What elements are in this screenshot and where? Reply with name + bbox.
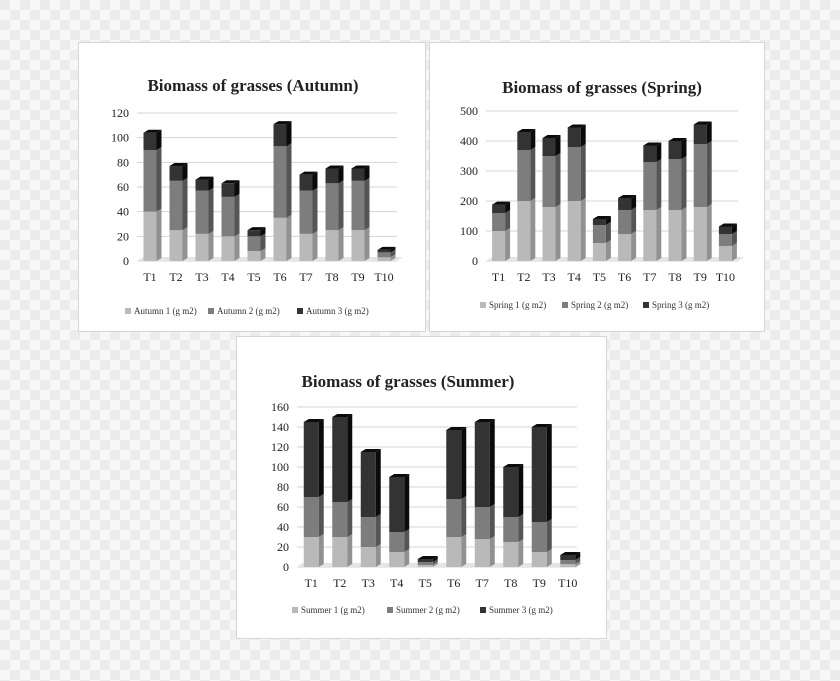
summer-legend-swatch-1	[292, 607, 298, 613]
spring-bar-t3-series-1	[543, 207, 556, 261]
spring-bar-side-t7-series-1	[656, 207, 661, 261]
autumn-legend-label-2: Autumn 2 (g m2)	[217, 306, 280, 316]
autumn-legend-swatch-2	[208, 308, 214, 314]
autumn-legend-label-3: Autumn 3 (g m2)	[306, 306, 369, 316]
autumn-bar-side-t1-series-2	[157, 147, 162, 212]
summer-bar-side-t7-series-1	[490, 536, 495, 567]
summer-legend-label-2: Summer 2 (g m2)	[396, 605, 460, 615]
summer-bar-t2-series-1	[332, 537, 347, 567]
spring-bar-t10-series-1	[719, 246, 732, 261]
spring-bar-side-t7-series-3	[656, 143, 661, 163]
autumn-bar-t8-series-3	[326, 169, 339, 184]
autumn-bar-t10-series-1	[378, 257, 391, 261]
spring-bar-side-t8-series-2	[682, 156, 687, 210]
summer-xtick-label: T4	[390, 576, 404, 590]
summer-bar-side-t4-series-2	[404, 529, 409, 552]
autumn-bar-side-t1-series-1	[157, 209, 162, 261]
autumn-legend-swatch-1	[125, 308, 131, 314]
spring-bar-t8-series-3	[669, 141, 682, 159]
autumn-bar-t4-series-1	[222, 236, 235, 261]
autumn-bar-side-t2-series-1	[183, 227, 188, 261]
spring-bar-t1-series-1	[492, 231, 505, 261]
spring-xtick-label: T2	[517, 270, 531, 284]
spring-bar-side-t1-series-2	[505, 210, 510, 231]
summer-chart	[237, 337, 608, 640]
spring-bar-side-t9-series-1	[707, 204, 712, 261]
autumn-chart	[79, 43, 427, 333]
autumn-bar-t7-series-3	[300, 175, 313, 191]
autumn-bar-t1-series-1	[144, 212, 157, 261]
spring-legend-swatch-1	[480, 302, 486, 308]
spring-bar-t2-series-3	[517, 132, 530, 150]
autumn-bar-t6-series-3	[274, 124, 287, 146]
spring-bar-side-t2-series-3	[530, 129, 535, 150]
autumn-bar-side-t8-series-3	[339, 166, 344, 184]
spring-bar-t1-series-3	[492, 205, 505, 213]
summer-bar-side-t6-series-2	[461, 496, 466, 537]
autumn-bar-side-t3-series-1	[209, 231, 214, 261]
spring-ytick-label: 200	[460, 194, 478, 208]
spring-bar-t9-series-2	[694, 144, 707, 207]
summer-bar-side-t7-series-3	[490, 419, 495, 507]
summer-xtick-label: T2	[333, 576, 347, 590]
spring-bar-t3-series-3	[543, 138, 556, 156]
spring-legend-swatch-2	[562, 302, 568, 308]
autumn-bar-t2-series-2	[170, 181, 183, 230]
spring-legend-label-2: Spring 2 (g m2)	[571, 300, 629, 310]
summer-bar-t10-series-1	[560, 564, 575, 567]
summer-bar-t1-series-2	[304, 497, 319, 537]
summer-xtick-label: T6	[447, 576, 461, 590]
autumn-ytick-label: 20	[117, 229, 129, 244]
summer-legend-label-3: Summer 3 (g m2)	[489, 605, 553, 615]
autumn-bar-t8-series-1	[326, 230, 339, 261]
autumn-xtick-label: T1	[143, 270, 157, 284]
summer-bar-side-t9-series-3	[547, 424, 552, 522]
spring-bar-side-t3-series-2	[556, 153, 561, 207]
spring-bar-side-t3-series-3	[556, 135, 561, 156]
summer-bar-t1-series-1	[304, 537, 319, 567]
summer-bar-t3-series-1	[361, 547, 376, 567]
spring-bar-t3-series-2	[543, 156, 556, 207]
summer-ytick-label: 120	[271, 440, 289, 454]
autumn-chart-panel	[78, 42, 426, 332]
spring-legend-label-1: Spring 1 (g m2)	[489, 300, 547, 310]
spring-bar-side-t8-series-3	[682, 138, 687, 159]
autumn-bar-t3-series-3	[196, 180, 209, 191]
spring-bar-t8-series-2	[669, 159, 682, 210]
autumn-bar-side-t7-series-3	[313, 172, 318, 191]
summer-ytick-label: 80	[277, 480, 289, 494]
summer-bar-side-t3-series-3	[376, 449, 381, 517]
summer-bar-t3-series-3	[361, 452, 376, 517]
summer-bar-t9-series-2	[532, 522, 547, 552]
autumn-xtick-label: T10	[374, 270, 394, 284]
autumn-bar-t2-series-3	[170, 166, 183, 181]
spring-xtick-label: T4	[567, 270, 581, 284]
spring-bar-side-t7-series-2	[656, 159, 661, 210]
summer-xtick-label: T8	[504, 576, 518, 590]
autumn-bar-t6-series-1	[274, 218, 287, 261]
summer-bar-t4-series-3	[389, 477, 404, 532]
summer-bar-side-t6-series-1	[461, 534, 466, 567]
autumn-bar-t9-series-1	[352, 230, 365, 261]
summer-bar-t1-series-3	[304, 422, 319, 497]
autumn-legend-label-1: Autumn 1 (g m2)	[134, 306, 197, 316]
spring-bar-t6-series-2	[618, 210, 631, 234]
summer-ytick-label: 160	[271, 400, 289, 414]
autumn-bar-t7-series-1	[300, 234, 313, 261]
summer-bar-side-t4-series-3	[404, 474, 409, 532]
autumn-xtick-label: T8	[325, 270, 339, 284]
summer-ytick-label: 0	[283, 560, 289, 574]
summer-bar-side-t2-series-2	[347, 499, 352, 537]
summer-bar-t6-series-2	[446, 499, 461, 537]
spring-bar-t7-series-2	[643, 162, 656, 210]
autumn-ytick-label: 80	[117, 155, 129, 170]
spring-ytick-label: 100	[460, 224, 478, 238]
summer-bar-t4-series-1	[389, 552, 404, 567]
summer-xtick-label: T5	[418, 576, 432, 590]
autumn-bar-t5-series-1	[248, 251, 261, 261]
autumn-bar-side-t7-series-1	[313, 231, 318, 261]
summer-bar-side-t1-series-1	[319, 534, 324, 567]
summer-legend-label-1: Summer 1 (g m2)	[301, 605, 365, 615]
spring-bar-t5-series-1	[593, 243, 606, 261]
summer-bar-t2-series-2	[332, 502, 347, 537]
autumn-bar-side-t3-series-2	[209, 188, 214, 234]
summer-bar-t10-series-2	[560, 560, 575, 564]
summer-bar-t4-series-2	[389, 532, 404, 552]
spring-ytick-label: 0	[472, 254, 478, 268]
spring-bar-t10-series-2	[719, 234, 732, 246]
summer-bar-t10-series-3	[560, 555, 575, 560]
autumn-bar-t10-series-3	[378, 250, 391, 252]
spring-ytick-label: 400	[460, 134, 478, 148]
autumn-bar-side-t2-series-2	[183, 178, 188, 230]
autumn-ytick-label: 120	[111, 106, 129, 120]
spring-bar-t9-series-3	[694, 125, 707, 145]
spring-bar-t7-series-3	[643, 146, 656, 163]
summer-chart-title: Biomass of grasses (Summer)	[301, 372, 515, 391]
summer-bar-side-t2-series-3	[347, 414, 352, 502]
summer-ytick-label: 20	[277, 540, 289, 554]
spring-bar-side-t4-series-1	[581, 198, 586, 261]
autumn-xtick-label: T3	[195, 270, 209, 284]
summer-bar-t6-series-3	[446, 430, 461, 499]
summer-bar-t5-series-2	[418, 562, 433, 565]
autumn-bar-t5-series-2	[248, 236, 261, 251]
summer-bar-t8-series-1	[503, 542, 518, 567]
spring-bar-side-t4-series-2	[581, 144, 586, 201]
spring-bar-side-t10-series-1	[732, 243, 737, 261]
autumn-bar-t2-series-1	[170, 230, 183, 261]
autumn-xtick-label: T4	[221, 270, 235, 284]
spring-bar-t1-series-2	[492, 213, 505, 231]
spring-chart-title: Biomass of grasses (Spring)	[502, 78, 702, 97]
autumn-legend-swatch-3	[297, 308, 303, 314]
spring-bar-side-t2-series-1	[530, 198, 535, 261]
spring-xtick-label: T6	[617, 270, 632, 284]
spring-bar-t6-series-1	[618, 234, 631, 261]
summer-bar-t7-series-2	[475, 507, 490, 539]
spring-bar-t7-series-1	[643, 210, 656, 261]
summer-bar-t7-series-3	[475, 422, 490, 507]
autumn-xtick-label: T6	[273, 270, 287, 284]
autumn-bar-t9-series-2	[352, 181, 365, 230]
spring-ytick-label: 500	[460, 104, 478, 118]
spring-bar-t4-series-3	[568, 128, 581, 148]
summer-bar-t8-series-3	[503, 467, 518, 517]
spring-bar-t5-series-3	[593, 219, 606, 225]
spring-bar-t4-series-2	[568, 147, 581, 201]
summer-bar-side-t8-series-2	[518, 514, 523, 542]
autumn-bar-t3-series-2	[196, 191, 209, 234]
spring-bar-t6-series-3	[618, 198, 631, 210]
spring-xtick-label: T3	[542, 270, 556, 284]
autumn-bar-t8-series-2	[326, 183, 339, 230]
autumn-bar-side-t6-series-3	[287, 121, 292, 146]
autumn-bar-side-t4-series-1	[235, 233, 240, 261]
autumn-bar-t10-series-2	[378, 252, 391, 257]
summer-bar-side-t9-series-1	[547, 549, 552, 567]
autumn-bar-side-t5-series-2	[261, 233, 266, 251]
autumn-xtick-label: T2	[169, 270, 183, 284]
spring-bar-side-t4-series-3	[581, 125, 586, 148]
summer-bar-side-t3-series-1	[376, 544, 381, 567]
summer-bar-t7-series-1	[475, 539, 490, 567]
autumn-ytick-label: 60	[117, 180, 129, 194]
summer-bar-t9-series-1	[532, 552, 547, 567]
autumn-bar-side-t4-series-2	[235, 194, 240, 236]
spring-xtick-label: T8	[668, 270, 682, 284]
spring-xtick-label: T7	[643, 270, 657, 284]
spring-bar-t5-series-2	[593, 225, 606, 243]
summer-bar-side-t6-series-3	[461, 427, 466, 499]
autumn-ytick-label: 0	[123, 254, 129, 268]
summer-ytick-label: 140	[271, 420, 289, 434]
summer-bar-side-t4-series-1	[404, 549, 409, 567]
spring-xtick-label: T5	[592, 270, 607, 284]
spring-xtick-label: T1	[491, 270, 506, 284]
spring-legend-label-3: Spring 3 (g m2)	[652, 300, 710, 310]
spring-xtick-label: T9	[693, 270, 707, 284]
autumn-bar-t9-series-3	[352, 169, 365, 181]
autumn-xtick-label: T9	[351, 270, 365, 284]
spring-bar-side-t6-series-1	[631, 231, 636, 261]
summer-bar-t6-series-1	[446, 537, 461, 567]
spring-bar-side-t1-series-1	[505, 228, 510, 261]
spring-bar-t9-series-1	[694, 207, 707, 261]
autumn-bar-t5-series-3	[248, 230, 261, 236]
spring-bar-side-t9-series-2	[707, 141, 712, 207]
spring-xtick-label: T10	[715, 270, 736, 284]
summer-xtick-label: T7	[475, 576, 489, 590]
summer-bar-side-t1-series-3	[319, 419, 324, 497]
autumn-bar-t1-series-3	[144, 133, 157, 150]
summer-bar-t9-series-3	[532, 427, 547, 522]
autumn-ytick-label: 100	[111, 130, 129, 145]
summer-bar-side-t8-series-3	[518, 464, 523, 517]
autumn-xtick-label: T7	[299, 270, 313, 284]
summer-bar-t5-series-1	[418, 565, 433, 567]
summer-bar-t5-series-3	[418, 559, 433, 562]
summer-ytick-label: 60	[277, 500, 289, 514]
spring-bar-side-t8-series-1	[682, 207, 687, 261]
spring-ytick-label: 300	[460, 164, 478, 178]
summer-bar-side-t8-series-1	[518, 539, 523, 567]
autumn-bar-t6-series-2	[274, 146, 287, 218]
autumn-bar-side-t9-series-1	[365, 227, 370, 261]
autumn-bar-side-t2-series-3	[183, 163, 188, 181]
summer-bar-side-t3-series-2	[376, 514, 381, 547]
spring-bar-side-t2-series-2	[530, 147, 535, 201]
spring-bar-t2-series-1	[517, 201, 530, 261]
autumn-bar-t4-series-3	[222, 183, 235, 197]
summer-bar-side-t2-series-1	[347, 534, 352, 567]
autumn-bar-t4-series-2	[222, 197, 235, 236]
autumn-bar-side-t6-series-2	[287, 143, 292, 218]
summer-bar-t2-series-3	[332, 417, 347, 502]
autumn-bar-t1-series-2	[144, 150, 157, 212]
summer-legend-swatch-2	[387, 607, 393, 613]
summer-chart-panel	[236, 336, 607, 639]
autumn-ytick-label: 40	[117, 204, 129, 219]
spring-bar-side-t9-series-3	[707, 122, 712, 145]
summer-ytick-label: 100	[271, 460, 289, 474]
autumn-chart-title: Biomass of grasses (Autumn)	[147, 76, 359, 95]
autumn-bar-side-t8-series-1	[339, 227, 344, 261]
summer-xtick-label: T9	[532, 576, 546, 590]
autumn-bar-side-t9-series-2	[365, 178, 370, 230]
spring-bar-t10-series-3	[719, 227, 732, 235]
autumn-bar-t7-series-2	[300, 191, 313, 234]
autumn-xtick-label: T5	[247, 270, 261, 284]
spring-bar-t8-series-1	[669, 210, 682, 261]
spring-bar-side-t3-series-1	[556, 204, 561, 261]
autumn-bar-side-t7-series-2	[313, 188, 318, 234]
summer-xtick-label: T10	[558, 576, 578, 590]
summer-ytick-label: 40	[277, 520, 289, 534]
spring-legend-swatch-3	[643, 302, 649, 308]
summer-bar-side-t7-series-2	[490, 504, 495, 539]
summer-bar-t3-series-2	[361, 517, 376, 547]
spring-bar-side-t6-series-2	[631, 207, 636, 234]
summer-bar-t8-series-2	[503, 517, 518, 542]
autumn-bar-side-t1-series-3	[157, 130, 162, 150]
summer-legend-swatch-3	[480, 607, 486, 613]
summer-bar-side-t1-series-2	[319, 494, 324, 537]
spring-chart-panel	[429, 42, 765, 332]
spring-bar-side-t5-series-2	[606, 222, 611, 243]
spring-bar-t2-series-2	[517, 150, 530, 201]
spring-chart	[430, 43, 766, 333]
spring-bar-side-t5-series-1	[606, 240, 611, 261]
autumn-bar-side-t8-series-2	[339, 180, 344, 230]
autumn-bar-side-t6-series-1	[287, 215, 292, 261]
summer-xtick-label: T3	[361, 576, 375, 590]
summer-xtick-label: T1	[304, 576, 318, 590]
spring-bar-t4-series-1	[568, 201, 581, 261]
summer-bar-side-t9-series-2	[547, 519, 552, 552]
autumn-bar-t3-series-1	[196, 234, 209, 261]
